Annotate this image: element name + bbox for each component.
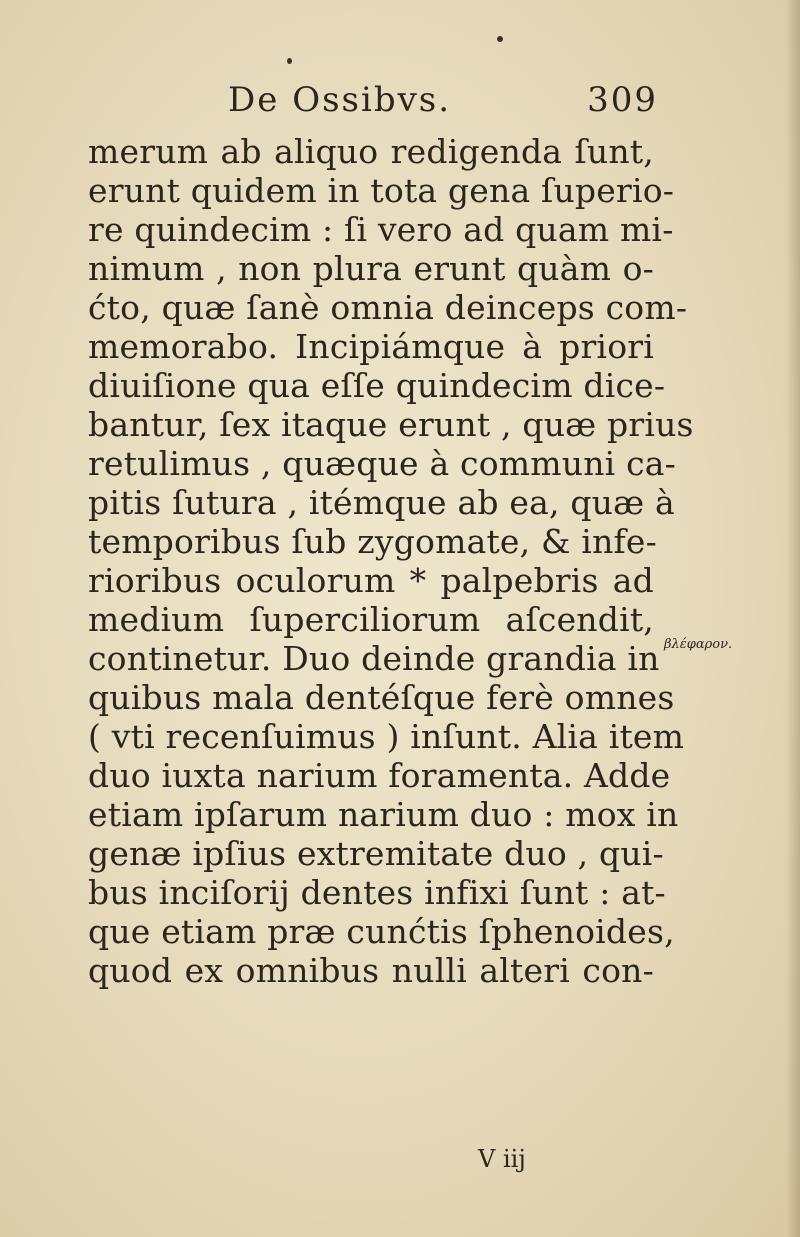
text-block: [88, 132, 694, 990]
text-line: erunt quidem in tota gena ſuperio-: [88, 171, 675, 210]
text-line: temporibus ſub zygomate, & infe-: [88, 522, 658, 561]
text-line: ( vti recenſuimus ) inſunt. Alia item: [88, 717, 685, 756]
text-line: ćto, quæ ſanè omnia deinceps com-: [88, 288, 688, 327]
running-header: [228, 80, 658, 124]
text-line: que etiam præ cunćtis ſphenoides,: [88, 912, 675, 951]
signature-mark: V iij: [478, 1145, 526, 1173]
running-title: De Ossibvs.: [228, 80, 452, 120]
ink-speck: [287, 58, 292, 64]
marginal-note: βλέφαρον.: [664, 637, 733, 652]
text-line: medium ſuperciliorum aſcendit,: [88, 600, 654, 639]
text-line: etiam ipſarum narium duo : mox in: [88, 795, 679, 834]
text-line: genæ ipſius extremitate duo , qui-: [88, 834, 664, 873]
page-edge-shadow: [786, 0, 800, 1237]
text-line: pitis ſutura , itémque ab ea, quæ à: [88, 483, 675, 522]
text-line: diuiſione qua eſſe quindecim dice-: [88, 366, 666, 405]
text-line: nimum , non plura erunt quàm o-: [88, 249, 654, 288]
page-number: 309: [587, 80, 658, 120]
text-line: quod ex omnibus nulli alteri con-: [88, 951, 654, 990]
text-line: bus inciſorij dentes infixi ſunt : at-: [88, 873, 666, 912]
text-line: retulimus , quæque à communi ca-: [88, 444, 677, 483]
text-line: memorabo. Incipiámque à priori: [88, 327, 654, 366]
text-line: continetur. Duo deinde grandia in: [88, 639, 660, 678]
text-line: quibus mala dentéſque ferè omnes: [88, 678, 675, 717]
ink-speck: [497, 36, 503, 42]
text-line: bantur, ſex itaque erunt , quæ prius: [88, 405, 694, 444]
text-line: rioribus oculorum * palpebris ad: [88, 561, 654, 600]
text-line: re quindecim : ſi vero ad quam mi-: [88, 210, 674, 249]
text-line: merum ab aliquo redigenda ſunt,: [88, 132, 654, 171]
text-line: duo iuxta narium foramenta. Adde: [88, 756, 671, 795]
